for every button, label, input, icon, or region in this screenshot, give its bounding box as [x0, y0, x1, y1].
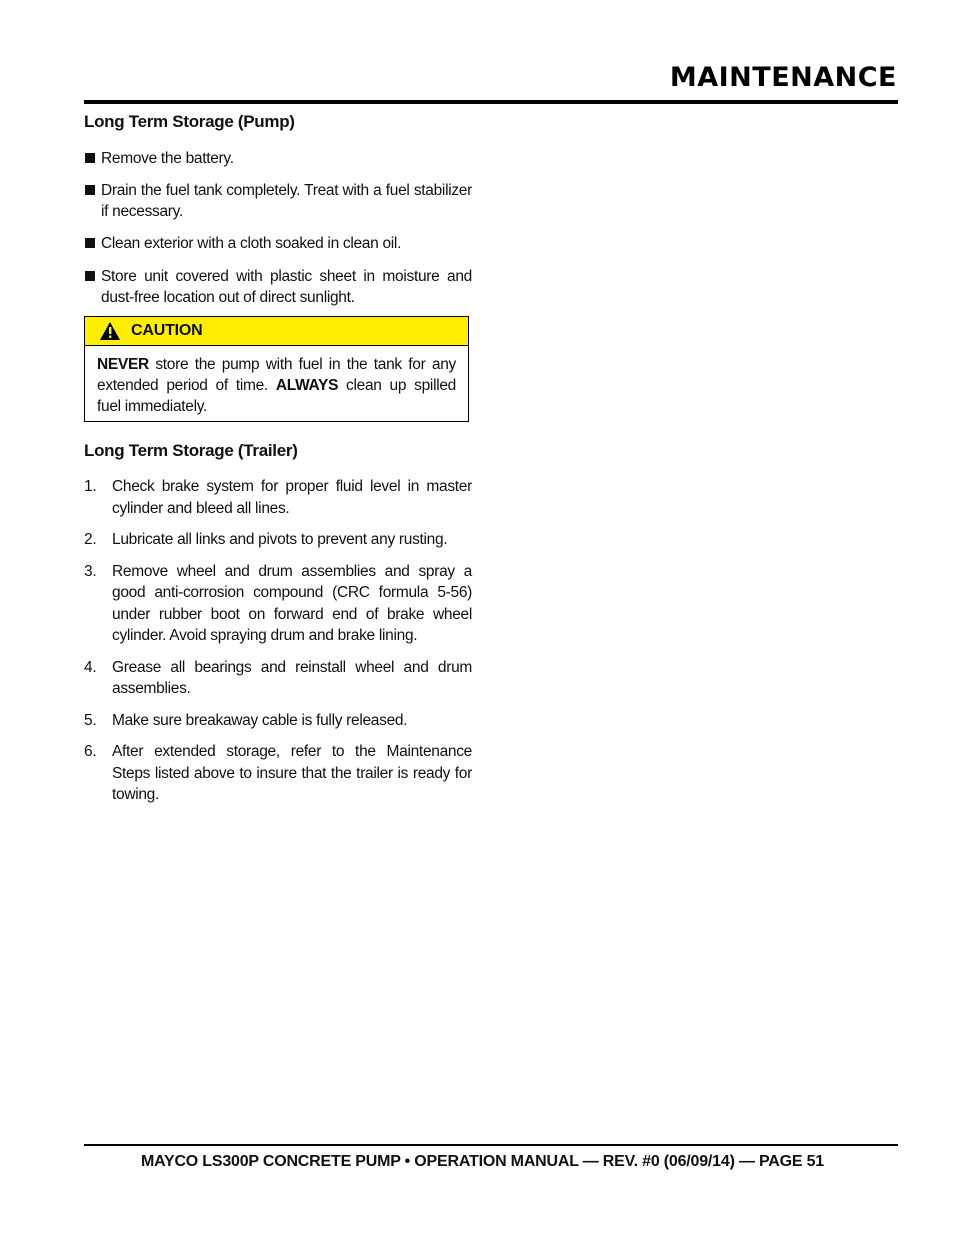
caution-label: CAUTION: [131, 322, 203, 339]
never-emphasis: NEVER: [97, 356, 149, 373]
square-bullet-icon: [85, 153, 95, 163]
list-item: Store unit covered with plastic sheet in moisture and dust-free location out of direct sunlight.: [84, 266, 472, 308]
trailer-storage-heading: Long Term Storage (Trailer): [84, 441, 298, 460]
page-header-title: MAINTENANCE: [669, 62, 897, 93]
list-item: 6. After extended storage, refer to the Maintenance Steps listed above to insure that the trailer is ready for towing.: [84, 743, 472, 803]
trailer-storage-list: [84, 476, 472, 806]
square-bullet-icon: [85, 185, 95, 195]
list-item: Remove the battery.: [84, 148, 472, 169]
caution-text: NEVER store the pump with fuel in the tank for any extended period of time. ALWAYS clean up spilled fuel immediately.: [97, 356, 456, 415]
header-rule: [84, 100, 898, 104]
page-footer: MAYCO LS300P CONCRETE PUMP • OPERATION MANUAL — REV. #0 (06/09/14) — PAGE 51: [140, 1153, 824, 1170]
list-item: 5. Make sure breakaway cable is fully released.: [84, 711, 408, 729]
list-item: Drain the fuel tank completely. Treat with a fuel stabilizer if necessary.: [84, 180, 472, 222]
list-item: 2. Lubricate all links and pivots to prevent any rusting.: [84, 531, 448, 548]
list-item: 4. Grease all bearings and reinstall wheel and drum assemblies.: [84, 658, 472, 697]
square-bullet-icon: [85, 271, 95, 281]
caution-box: [84, 316, 469, 422]
square-bullet-icon: [85, 238, 95, 248]
content-column: [84, 112, 472, 806]
warning-triangle-icon: [99, 321, 121, 341]
pump-storage-list: [84, 148, 472, 308]
list-item: 1. Check brake system for proper fluid level in master cylinder and bleed all lines.: [84, 478, 472, 517]
list-item: 3. Remove wheel and drum assemblies and spray a good anti-corrosion compound (CRC formula 5-56) under rubber boot on forward end of brake wheel cylinder. Avoid spraying drum and brake lining.: [84, 562, 472, 644]
caution-header: [85, 317, 468, 346]
pump-storage-heading: Long Term Storage (Pump): [84, 112, 295, 131]
footer-rule: [84, 1144, 898, 1146]
always-emphasis: ALWAYS: [275, 377, 339, 394]
list-item: Clean exterior with a cloth soaked in clean oil.: [84, 233, 472, 254]
